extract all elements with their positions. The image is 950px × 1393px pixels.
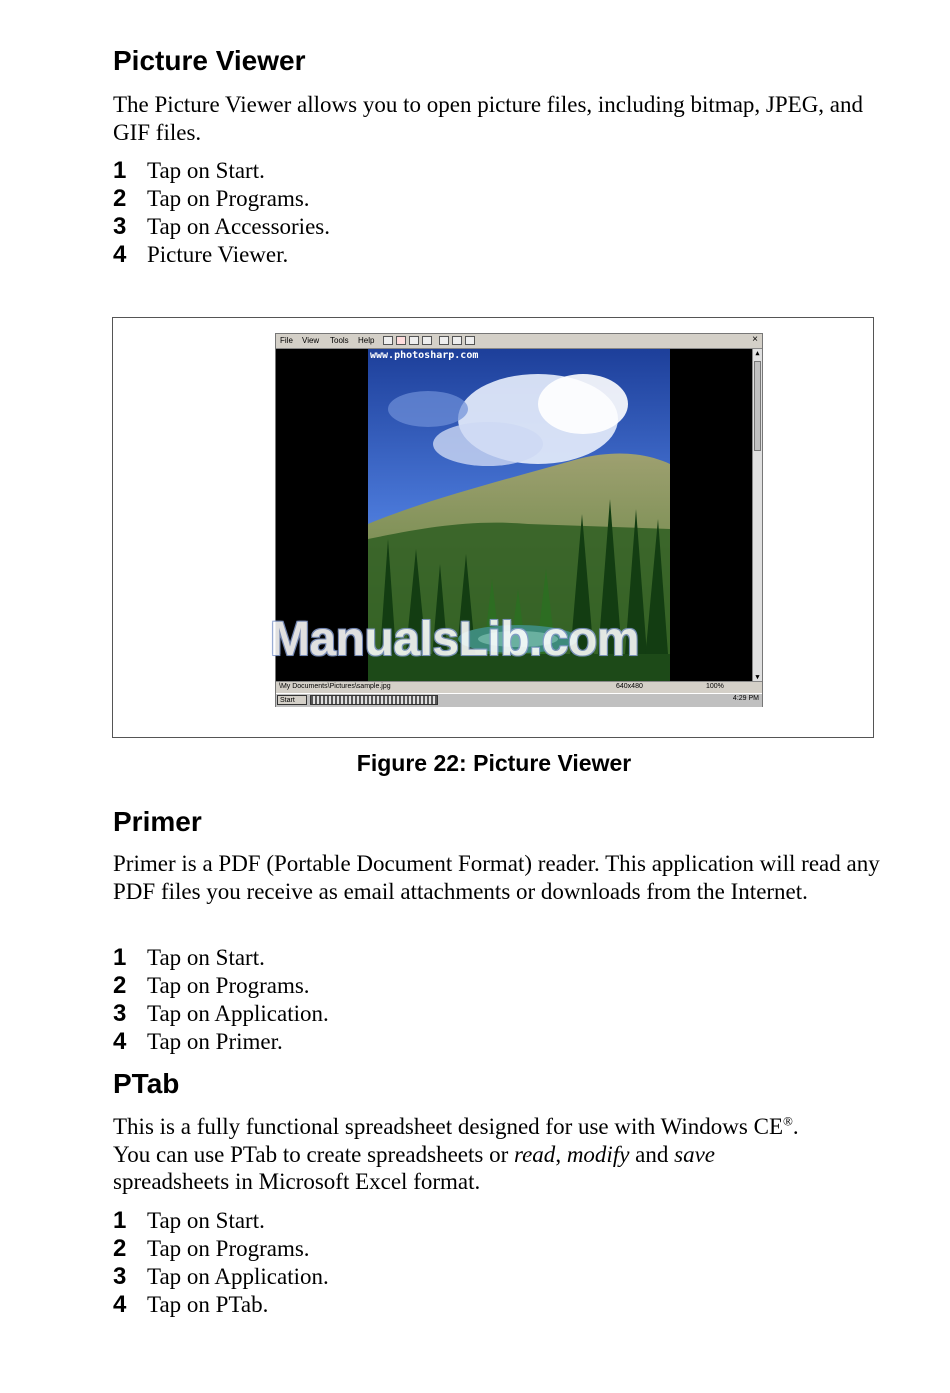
step-text: Tap on Application. [147,1264,329,1289]
photo-site-text: www.photosharp.com [370,350,479,361]
step-item [113,1291,329,1319]
step-text: Tap on Programs. [147,973,310,998]
step-item [113,241,330,269]
registered-mark: ® [783,1113,793,1129]
step-text: Tap on Application. [147,1001,329,1026]
section-body-ptab [113,1113,898,1196]
screenshot-clock: 4:29 PM [732,695,759,702]
ptab-save: save [674,1141,716,1167]
step-text: Tap on Start. [147,158,265,183]
screenshot-task-apps [310,695,438,705]
step-text: Tap on Programs. [147,1236,310,1261]
step-number: 3 [113,1000,127,1027]
step-item [113,157,330,185]
status-file-path: \My Documents\Pictures\sample.jpg [279,683,391,690]
step-number: 4 [113,1028,127,1055]
step-number: 1 [113,157,127,184]
ptab-line3: spreadsheets in Microsoft Excel format. [113,1169,481,1194]
status-zoom: 100% [706,683,724,690]
step-item [113,213,330,241]
step-text: Tap on Primer. [147,1029,283,1054]
screenshot-back-icon [409,336,419,345]
step-text: Tap on Programs. [147,186,310,211]
step-text: Tap on Accessories. [147,214,330,239]
steps-picture-viewer [113,157,330,269]
screenshot-zoom-icon [439,336,449,345]
step-number: 1 [113,1207,127,1234]
step-number: 3 [113,213,127,240]
step-text: Tap on Start. [147,1208,265,1233]
step-number: 4 [113,241,127,268]
section-title-primer: Primer [113,806,202,837]
step-text: Tap on Start. [147,945,265,970]
step-number: 4 [113,1291,127,1318]
screenshot-menubar [276,334,762,349]
status-dimensions: 640x480 [616,683,643,690]
step-item [113,1028,329,1056]
screenshot-slideshow-icon [465,336,475,345]
screenshot-start-button: Start [277,695,307,705]
step-number: 2 [113,185,127,212]
screenshot-vertical-scrollbar [752,349,762,681]
scroll-down-icon: ▼ [755,673,760,681]
screenshot-delete-icon [396,336,406,345]
ptab-and: and [629,1141,675,1167]
section-title-picture-viewer: Picture Viewer [113,45,306,76]
section-title-ptab: PTab [113,1068,180,1099]
screenshot-menu-tools: Tools [330,336,349,345]
step-item [113,1235,329,1263]
figure-caption: Figure 22: Picture Viewer [356,750,632,776]
step-number: 3 [113,1263,127,1290]
step-item [113,1263,329,1291]
ptab-comma: , [555,1141,567,1167]
steps-ptab [113,1207,329,1319]
screenshot-fit-icon [452,336,462,345]
step-number: 1 [113,944,127,971]
ptab-line1: This is a fully functional spreadsheet designed for use with Windows CE [113,1114,783,1139]
screenshot-menu-help: Help [358,336,375,345]
ptab-line2: You can use PTab to create spreadsheets or [113,1141,514,1167]
steps-primer [113,944,329,1056]
screenshot-statusbar [276,681,762,693]
screenshot-open-icon [383,336,393,345]
step-number: 2 [113,972,127,999]
screenshot-forward-icon [422,336,432,345]
ptab-modify: modify [566,1141,630,1167]
step-number: 2 [113,1235,127,1262]
scroll-up-icon: ▲ [755,349,760,357]
step-item [113,1207,329,1235]
manualslib-watermark: ManualsLib.com [270,613,640,666]
step-text: Tap on PTab. [147,1292,269,1317]
step-item [113,1000,329,1028]
ptab-line1-end: . [792,1114,799,1139]
step-item [113,972,329,1000]
section-body-picture-viewer: The Picture Viewer allows you to open picture files, including bitmap, JPEG, and GIF files. [113,92,864,145]
ptab-read: read [514,1141,556,1167]
section-body-primer: Primer is a PDF (Portable Document Format) reader. This application will read any PDF files you receive as email attachments or downloads from the Internet. [113,851,880,904]
step-item [113,185,330,213]
screenshot-menu-file: File [280,336,293,345]
step-item [113,944,329,972]
screenshot-taskbar [276,693,762,707]
screenshot-close-icon: × [752,334,758,345]
scroll-thumb [754,361,761,451]
step-text: Picture Viewer. [147,242,289,267]
screenshot-menu-view: View [302,336,320,345]
